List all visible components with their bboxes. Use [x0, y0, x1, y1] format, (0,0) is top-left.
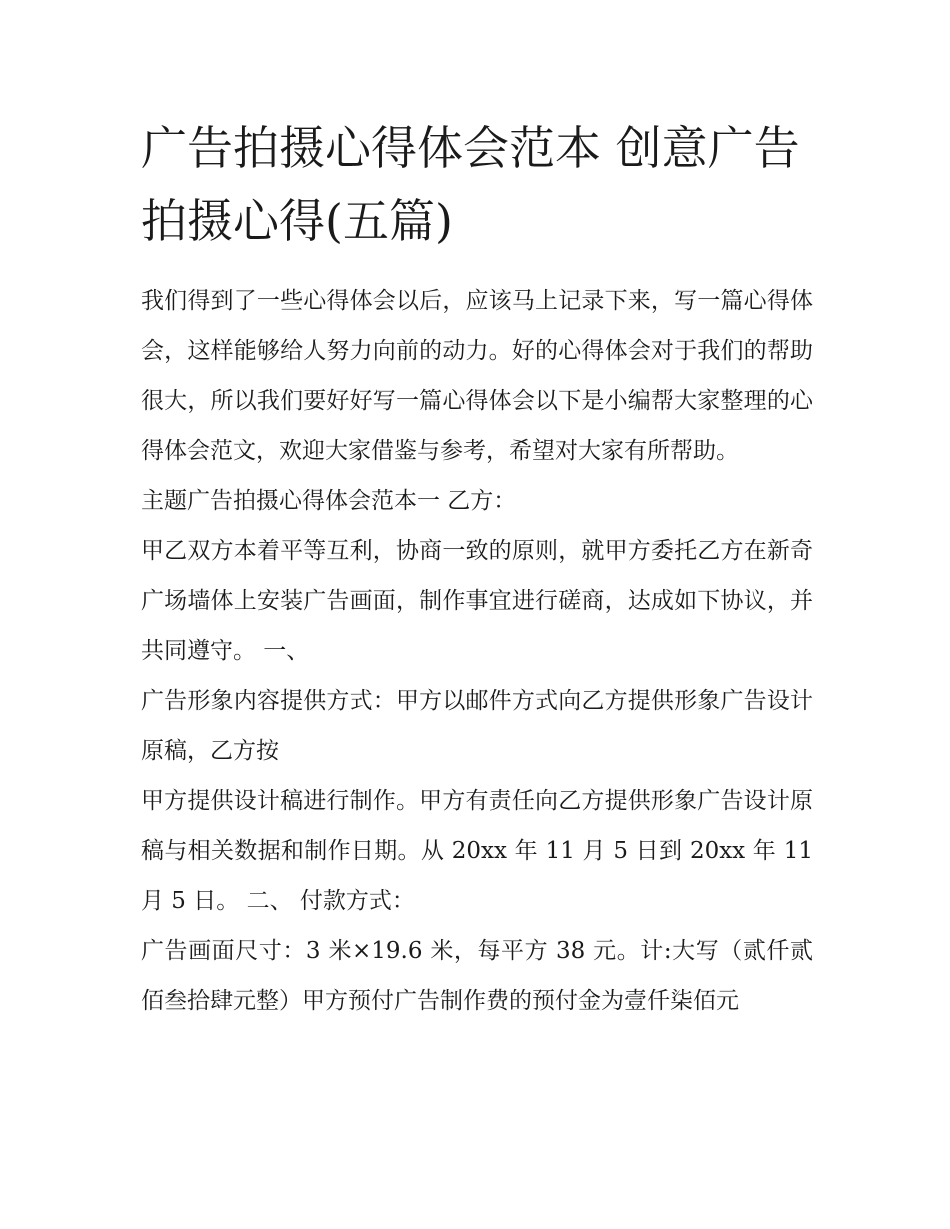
- paragraph-subject: 主题广告拍摄心得体会范本一 乙方：: [141, 488, 517, 514]
- paragraph-content-method: 广告形象内容提供方式：甲方以邮件方式向乙方提供形象广告设计原稿，乙方按: [141, 688, 813, 764]
- document-body: [141, 276, 813, 1026]
- document-title: 广告拍摄心得体会范本 创意广告拍摄心得(五篇): [141, 121, 800, 248]
- paragraph-production: 甲方提供设计稿进行制作。甲方有责任向乙方提供形象广告设计原稿与相关数据和制作日期。从 20xx 年 11 月 5 日到 20xx 年 11 月 5 日。 二、 付款方式：: [141, 788, 813, 914]
- paragraph-intro: 我们得到了一些心得体会以后，应该马上记录下来，写一篇心得体会，这样能够给人努力向前的动力。好的心得体会对于我们的帮助很大，所以我们要好好写一篇心得体会以下是小编帮大家整理的心得体会范文，欢迎大家借鉴与参考，希望对大家有所帮助。: [141, 288, 813, 464]
- document-content: [141, 112, 813, 1026]
- paragraph-size-payment: 广告画面尺寸：3 米×19.6 米，每平方 38 元。计:大写（贰仟贰佰叁拾肆元整）甲方预付广告制作费的预付金为壹仟柒佰元: [141, 938, 813, 1014]
- paragraph-agreement: 甲乙双方本着平等互利，协商一致的原则，就甲方委托乙方在新奇广场墙体上安装广告画面，制作事宜进行磋商，达成如下协议，并共同遵守。 一、: [141, 538, 813, 664]
